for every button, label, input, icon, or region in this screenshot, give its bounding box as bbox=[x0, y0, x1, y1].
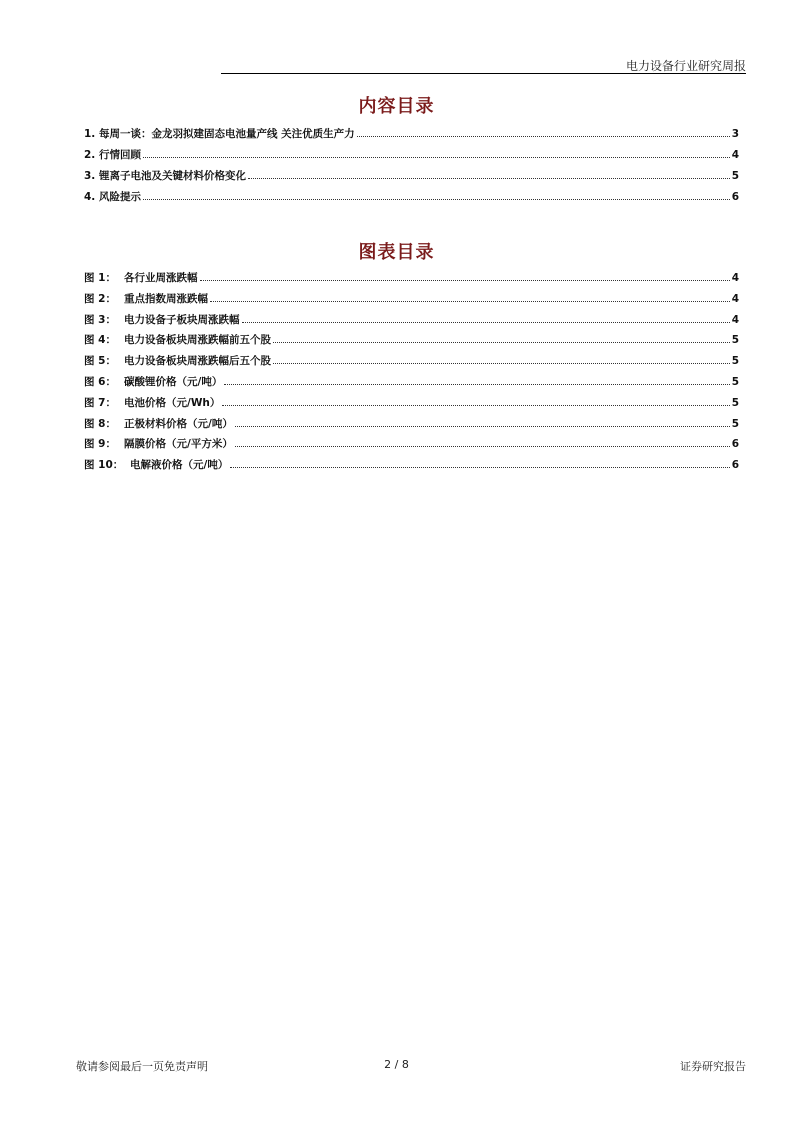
page-indicator: 2 / 8 bbox=[384, 1058, 409, 1071]
dot-leader bbox=[210, 300, 730, 302]
figure-number: 图 4： bbox=[84, 334, 116, 347]
toc-entry-title: 3. 锂离子电池及关键材料价格变化 bbox=[84, 170, 246, 182]
figure-title: 电力设备板块周涨跌幅后五个股 bbox=[124, 355, 271, 368]
footer-disclaimer: 敬请参阅最后一页免责声明 bbox=[76, 1060, 208, 1073]
dot-leader bbox=[224, 383, 729, 385]
figure-title: 电解液价格（元/吨） bbox=[130, 459, 229, 472]
figure-page: 5 bbox=[731, 355, 739, 368]
figure-entry[interactable] bbox=[84, 376, 739, 397]
toc-entry-page: 3 bbox=[731, 128, 739, 140]
figure-number: 图 8： bbox=[84, 417, 116, 430]
figure-number: 图 7： bbox=[84, 396, 116, 409]
toc-entry-title: 4. 风险提示 bbox=[84, 191, 141, 203]
figures-list bbox=[84, 272, 739, 480]
figure-entry[interactable] bbox=[84, 272, 739, 293]
figure-number: 图 3： bbox=[84, 313, 116, 326]
figure-page: 4 bbox=[731, 272, 739, 284]
dot-leader bbox=[273, 362, 730, 364]
figure-title: 电池价格（元/Wh） bbox=[124, 396, 221, 409]
figure-number: 图 10： bbox=[84, 459, 124, 472]
footer-report-type: 证券研究报告 bbox=[680, 1060, 746, 1073]
contents-heading: 内容目录 bbox=[358, 96, 435, 117]
figure-title: 电力设备子板块周涨跌幅 bbox=[124, 313, 240, 326]
figure-entry[interactable] bbox=[84, 438, 739, 459]
figure-number: 图 9： bbox=[84, 438, 116, 451]
contents-list bbox=[84, 128, 739, 212]
toc-entry-page: 5 bbox=[731, 170, 739, 182]
figure-title: 碳酸锂价格（元/吨） bbox=[124, 375, 223, 388]
toc-entry[interactable] bbox=[84, 191, 739, 212]
figure-entry[interactable] bbox=[84, 355, 739, 376]
figure-title: 隔膜价格（元/平方米） bbox=[124, 438, 233, 451]
dot-leader bbox=[357, 135, 730, 137]
dot-leader bbox=[248, 177, 730, 179]
figure-number: 图 2： bbox=[84, 292, 116, 305]
figure-number: 图 5： bbox=[84, 355, 116, 368]
figure-page: 5 bbox=[731, 334, 739, 347]
figure-entry[interactable] bbox=[84, 293, 739, 314]
figure-title: 重点指数周涨跌幅 bbox=[124, 292, 208, 305]
figure-title: 正极材料价格（元/吨） bbox=[124, 417, 233, 430]
dot-leader bbox=[242, 321, 730, 323]
dot-leader bbox=[235, 425, 730, 427]
dot-leader bbox=[143, 198, 730, 200]
figure-page: 4 bbox=[731, 292, 739, 305]
figure-page: 4 bbox=[731, 313, 739, 326]
toc-entry-title: 2. 行情回顾 bbox=[84, 149, 141, 161]
toc-entry[interactable] bbox=[84, 128, 739, 149]
dot-leader bbox=[273, 341, 730, 343]
figure-page: 5 bbox=[731, 417, 739, 430]
figure-number: 图 1： bbox=[84, 272, 116, 284]
figure-entry[interactable] bbox=[84, 459, 739, 480]
header-divider bbox=[221, 73, 746, 74]
dot-leader bbox=[235, 445, 730, 447]
dot-leader bbox=[200, 279, 730, 281]
figure-title: 各行业周涨跌幅 bbox=[124, 272, 198, 284]
figure-entry[interactable] bbox=[84, 314, 739, 335]
figure-page: 5 bbox=[731, 375, 739, 388]
toc-entry-page: 4 bbox=[731, 149, 739, 161]
figure-page: 6 bbox=[731, 438, 739, 451]
dot-leader bbox=[222, 404, 729, 406]
figure-page: 5 bbox=[731, 396, 739, 409]
dot-leader bbox=[143, 156, 730, 158]
toc-entry-page: 6 bbox=[731, 191, 739, 203]
dot-leader bbox=[230, 466, 729, 468]
figure-page: 6 bbox=[731, 459, 739, 472]
figure-number: 图 6： bbox=[84, 375, 116, 388]
figure-entry[interactable] bbox=[84, 334, 739, 355]
toc-entry-title: 1. 每周一谈：金龙羽拟建固态电池量产线 关注优质生产力 bbox=[84, 128, 355, 140]
figure-entry[interactable] bbox=[84, 418, 739, 439]
figure-entry[interactable] bbox=[84, 397, 739, 418]
toc-entry[interactable] bbox=[84, 170, 739, 191]
figures-heading: 图表目录 bbox=[358, 242, 435, 263]
header-title: 电力设备行业研究周报 bbox=[625, 59, 746, 73]
toc-entry[interactable] bbox=[84, 149, 739, 170]
figure-title: 电力设备板块周涨跌幅前五个股 bbox=[124, 334, 271, 347]
